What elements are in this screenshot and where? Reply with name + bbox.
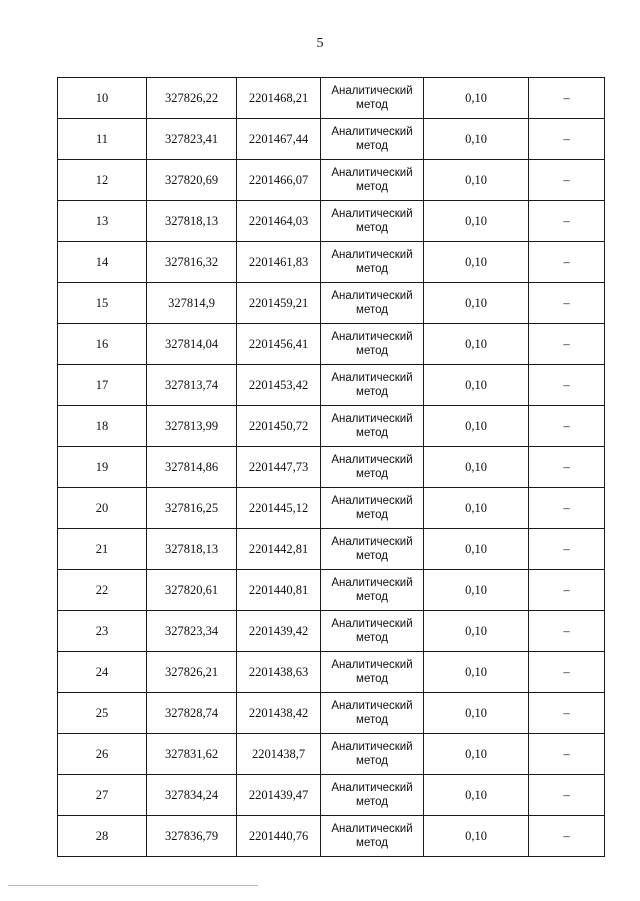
point-number-cell: 22 — [58, 570, 147, 611]
coordinate-y-cell: 2201464,03 — [237, 201, 321, 242]
accuracy-cell: 0,10 — [424, 570, 529, 611]
coordinates-table — [57, 77, 605, 857]
method-text: метод — [356, 550, 388, 562]
method-text: Аналитический — [331, 208, 413, 220]
coordinate-x-cell: 327826,22 — [147, 78, 237, 119]
coordinate-x-cell: 327826,21 — [147, 652, 237, 693]
method-text: метод — [356, 181, 388, 193]
method-text: метод — [356, 222, 388, 234]
accuracy-cell: 0,10 — [424, 242, 529, 283]
table-row — [58, 529, 605, 570]
coordinate-x-cell: 327814,9 — [147, 283, 237, 324]
coordinate-y-cell: 2201445,12 — [237, 488, 321, 529]
method-text: Аналитический — [331, 782, 413, 794]
point-number-cell: 20 — [58, 488, 147, 529]
method-text: метод — [356, 509, 388, 521]
coordinate-y-cell: 2201468,21 — [237, 78, 321, 119]
point-number-cell: 25 — [58, 693, 147, 734]
accuracy-cell: 0,10 — [424, 119, 529, 160]
accuracy-cell: 0,10 — [424, 816, 529, 857]
method-cell — [321, 447, 424, 488]
point-number-cell: 18 — [58, 406, 147, 447]
table-row — [58, 406, 605, 447]
method-cell — [321, 324, 424, 365]
method-text: Аналитический — [331, 126, 413, 138]
page-bottom-rule — [8, 885, 258, 886]
point-number-cell: 27 — [58, 775, 147, 816]
note-cell: – — [529, 734, 605, 775]
method-text: Аналитический — [331, 167, 413, 179]
accuracy-cell: 0,10 — [424, 734, 529, 775]
accuracy-cell: 0,10 — [424, 201, 529, 242]
point-number-cell: 15 — [58, 283, 147, 324]
method-text: метод — [356, 796, 388, 808]
method-text: Аналитический — [331, 85, 413, 97]
note-cell: – — [529, 78, 605, 119]
method-text: метод — [356, 140, 388, 152]
accuracy-cell: 0,10 — [424, 775, 529, 816]
table-row — [58, 78, 605, 119]
coordinate-y-cell: 2201439,42 — [237, 611, 321, 652]
table-row — [58, 160, 605, 201]
method-cell — [321, 365, 424, 406]
method-cell — [321, 242, 424, 283]
coordinate-y-cell: 2201466,07 — [237, 160, 321, 201]
accuracy-cell: 0,10 — [424, 78, 529, 119]
method-cell — [321, 160, 424, 201]
point-number-cell: 26 — [58, 734, 147, 775]
coordinate-x-cell: 327818,13 — [147, 201, 237, 242]
method-cell — [321, 78, 424, 119]
coordinate-x-cell: 327814,04 — [147, 324, 237, 365]
method-cell — [321, 693, 424, 734]
coordinate-x-cell: 327820,69 — [147, 160, 237, 201]
method-text: Аналитический — [331, 372, 413, 384]
point-number-cell: 28 — [58, 816, 147, 857]
method-cell — [321, 406, 424, 447]
table-row — [58, 242, 605, 283]
table-row — [58, 734, 605, 775]
point-number-cell: 19 — [58, 447, 147, 488]
note-cell: – — [529, 570, 605, 611]
table-row — [58, 652, 605, 693]
method-cell — [321, 529, 424, 570]
coordinate-y-cell: 2201461,83 — [237, 242, 321, 283]
accuracy-cell: 0,10 — [424, 529, 529, 570]
note-cell: – — [529, 775, 605, 816]
method-text: метод — [356, 386, 388, 398]
coordinate-y-cell: 2201438,42 — [237, 693, 321, 734]
coordinate-y-cell: 2201459,21 — [237, 283, 321, 324]
coordinate-y-cell: 2201439,47 — [237, 775, 321, 816]
method-text: Аналитический — [331, 700, 413, 712]
method-text: Аналитический — [331, 454, 413, 466]
page-number: 5 — [316, 36, 324, 51]
method-cell — [321, 488, 424, 529]
point-number-cell: 24 — [58, 652, 147, 693]
note-cell: – — [529, 324, 605, 365]
note-cell: – — [529, 611, 605, 652]
method-text: метод — [356, 427, 388, 439]
note-cell: – — [529, 816, 605, 857]
method-text: Аналитический — [331, 331, 413, 343]
method-text: Аналитический — [331, 290, 413, 302]
note-cell: – — [529, 119, 605, 160]
coordinate-x-cell: 327834,24 — [147, 775, 237, 816]
accuracy-cell: 0,10 — [424, 283, 529, 324]
coordinate-y-cell: 2201453,42 — [237, 365, 321, 406]
coordinate-x-cell: 327813,74 — [147, 365, 237, 406]
coordinate-x-cell: 327823,34 — [147, 611, 237, 652]
method-text: метод — [356, 263, 388, 275]
coordinate-x-cell: 327823,41 — [147, 119, 237, 160]
accuracy-cell: 0,10 — [424, 447, 529, 488]
point-number-cell: 23 — [58, 611, 147, 652]
method-text: Аналитический — [331, 577, 413, 589]
point-number-cell: 11 — [58, 119, 147, 160]
coordinate-x-cell: 327816,32 — [147, 242, 237, 283]
method-text: метод — [356, 99, 388, 111]
method-cell — [321, 775, 424, 816]
table-row — [58, 365, 605, 406]
method-cell — [321, 652, 424, 693]
coordinate-y-cell: 2201438,63 — [237, 652, 321, 693]
method-text: метод — [356, 837, 388, 849]
method-cell — [321, 611, 424, 652]
table-row — [58, 119, 605, 160]
method-text: метод — [356, 673, 388, 685]
point-number-cell: 21 — [58, 529, 147, 570]
method-cell — [321, 283, 424, 324]
coordinate-y-cell: 2201442,81 — [237, 529, 321, 570]
coordinate-y-cell: 2201467,44 — [237, 119, 321, 160]
note-cell: – — [529, 447, 605, 488]
point-number-cell: 10 — [58, 78, 147, 119]
method-cell — [321, 119, 424, 160]
table-row — [58, 570, 605, 611]
method-text: Аналитический — [331, 823, 413, 835]
method-text: Аналитический — [331, 249, 413, 261]
coordinate-y-cell: 2201438,7 — [237, 734, 321, 775]
method-text: метод — [356, 714, 388, 726]
table-body — [58, 78, 605, 857]
note-cell: – — [529, 488, 605, 529]
table-row — [58, 611, 605, 652]
point-number-cell: 12 — [58, 160, 147, 201]
note-cell: – — [529, 201, 605, 242]
note-cell: – — [529, 283, 605, 324]
method-text: Аналитический — [331, 536, 413, 548]
table-row — [58, 447, 605, 488]
method-text: метод — [356, 345, 388, 357]
table-row — [58, 816, 605, 857]
method-cell — [321, 570, 424, 611]
method-text: Аналитический — [331, 495, 413, 507]
coordinate-y-cell: 2201450,72 — [237, 406, 321, 447]
point-number-cell: 17 — [58, 365, 147, 406]
coordinate-y-cell: 2201440,81 — [237, 570, 321, 611]
coordinate-x-cell: 327828,74 — [147, 693, 237, 734]
method-text: метод — [356, 591, 388, 603]
method-text: Аналитический — [331, 413, 413, 425]
accuracy-cell: 0,10 — [424, 406, 529, 447]
note-cell: – — [529, 529, 605, 570]
table-row — [58, 693, 605, 734]
accuracy-cell: 0,10 — [424, 652, 529, 693]
accuracy-cell: 0,10 — [424, 611, 529, 652]
note-cell: – — [529, 652, 605, 693]
note-cell: – — [529, 242, 605, 283]
method-cell — [321, 816, 424, 857]
coordinate-x-cell: 327831,62 — [147, 734, 237, 775]
method-text: Аналитический — [331, 618, 413, 630]
method-text: метод — [356, 468, 388, 480]
coordinate-x-cell: 327813,99 — [147, 406, 237, 447]
point-number-cell: 14 — [58, 242, 147, 283]
method-cell — [321, 734, 424, 775]
note-cell: – — [529, 406, 605, 447]
accuracy-cell: 0,10 — [424, 324, 529, 365]
method-text: Аналитический — [331, 659, 413, 671]
table-row — [58, 324, 605, 365]
coordinate-x-cell: 327836,79 — [147, 816, 237, 857]
coordinate-x-cell: 327814,86 — [147, 447, 237, 488]
coordinate-y-cell: 2201456,41 — [237, 324, 321, 365]
accuracy-cell: 0,10 — [424, 365, 529, 406]
point-number-cell: 16 — [58, 324, 147, 365]
note-cell: – — [529, 693, 605, 734]
coordinate-x-cell: 327816,25 — [147, 488, 237, 529]
accuracy-cell: 0,10 — [424, 693, 529, 734]
table-row — [58, 201, 605, 242]
method-text: метод — [356, 632, 388, 644]
table-row — [58, 488, 605, 529]
note-cell: – — [529, 365, 605, 406]
coordinate-y-cell: 2201440,76 — [237, 816, 321, 857]
table-row — [58, 283, 605, 324]
note-cell: – — [529, 160, 605, 201]
coordinate-x-cell: 327818,13 — [147, 529, 237, 570]
method-cell — [321, 201, 424, 242]
accuracy-cell: 0,10 — [424, 488, 529, 529]
method-text: метод — [356, 755, 388, 767]
accuracy-cell: 0,10 — [424, 160, 529, 201]
method-text: Аналитический — [331, 741, 413, 753]
method-text: метод — [356, 304, 388, 316]
coordinate-y-cell: 2201447,73 — [237, 447, 321, 488]
table-row — [58, 775, 605, 816]
coordinate-x-cell: 327820,61 — [147, 570, 237, 611]
point-number-cell: 13 — [58, 201, 147, 242]
